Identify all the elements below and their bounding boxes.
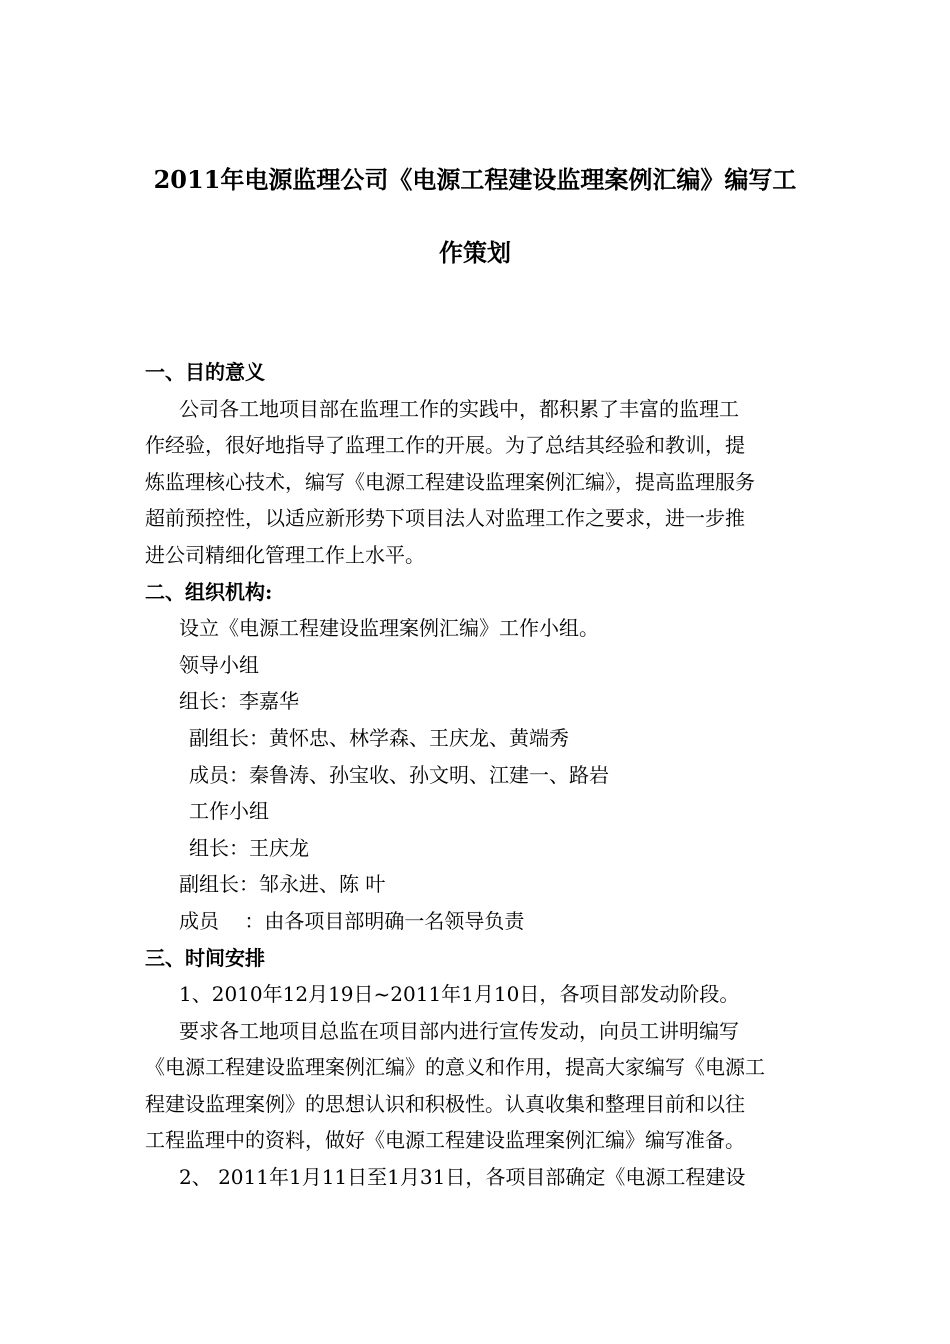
body-line: 成员：秦鲁涛、孙宝收、孙文明、江建一、路岩 (189, 762, 609, 787)
body-line: 公司各工地项目部在监理工作的实践中，都积累了丰富的监理工 (179, 396, 739, 421)
body-line: 组长：李嘉华 (179, 689, 299, 714)
body-line: 炼监理核心技术，编写《电源工程建设监理案例汇编》，提高监理服务 (145, 469, 755, 494)
section-heading-organization: 二、组织机构: (145, 579, 273, 604)
body-line: 作经验，很好地指导了监理工作的开展。为了总结其经验和教训，提 (145, 433, 745, 458)
body-line: 2、 2011年1月11日至1月31日，各项目部确定《电源工程建设 (179, 1165, 746, 1190)
body-line: 成员 ：由各项目部明确一名领导负责 (179, 908, 525, 933)
section-heading-purpose: 一、目的意义 (145, 360, 265, 384)
body-line: 《电源工程建设监理案例汇编》的意义和作用，提高大家编写《电源工 (145, 1055, 765, 1080)
section-heading-schedule: 三、时间安排 (145, 945, 265, 970)
body-line: 进公司精细化管理工作上水平。 (145, 542, 425, 567)
body-line: 副组长：邹永进、陈 叶 (179, 872, 386, 897)
body-line: 工程监理中的资料，做好《电源工程建设监理案例汇编》编写准备。 (145, 1128, 745, 1153)
body-line: 设立《电源工程建设监理案例汇编》工作小组。 (179, 616, 599, 641)
body-line: 要求各工地项目总监在项目部内进行宣传发动，向员工讲明编写 (179, 1018, 739, 1043)
document-title-line-1: 2011年电源监理公司《电源工程建设监理案例汇编》编写工 (153, 165, 797, 194)
body-line: 领导小组 (179, 652, 259, 677)
body-line: 副组长：黄怀忠、林学森、王庆龙、黄端秀 (189, 725, 569, 750)
body-line: 超前预控性，以适应新形势下项目法人对监理工作之要求，进一步推 (145, 506, 745, 531)
document-title-line-2: 作策划 (439, 238, 511, 267)
body-line: 1、2010年12月19日~2011年1月10日，各项目部发动阶段。 (179, 982, 740, 1007)
document-body (145, 354, 807, 1196)
body-line: 程建设监理案例》的思想认识和积极性。认真收集和整理目前和以往 (145, 1091, 745, 1116)
body-line: 组长：王庆龙 (189, 835, 309, 860)
body-line: 工作小组 (189, 799, 269, 824)
